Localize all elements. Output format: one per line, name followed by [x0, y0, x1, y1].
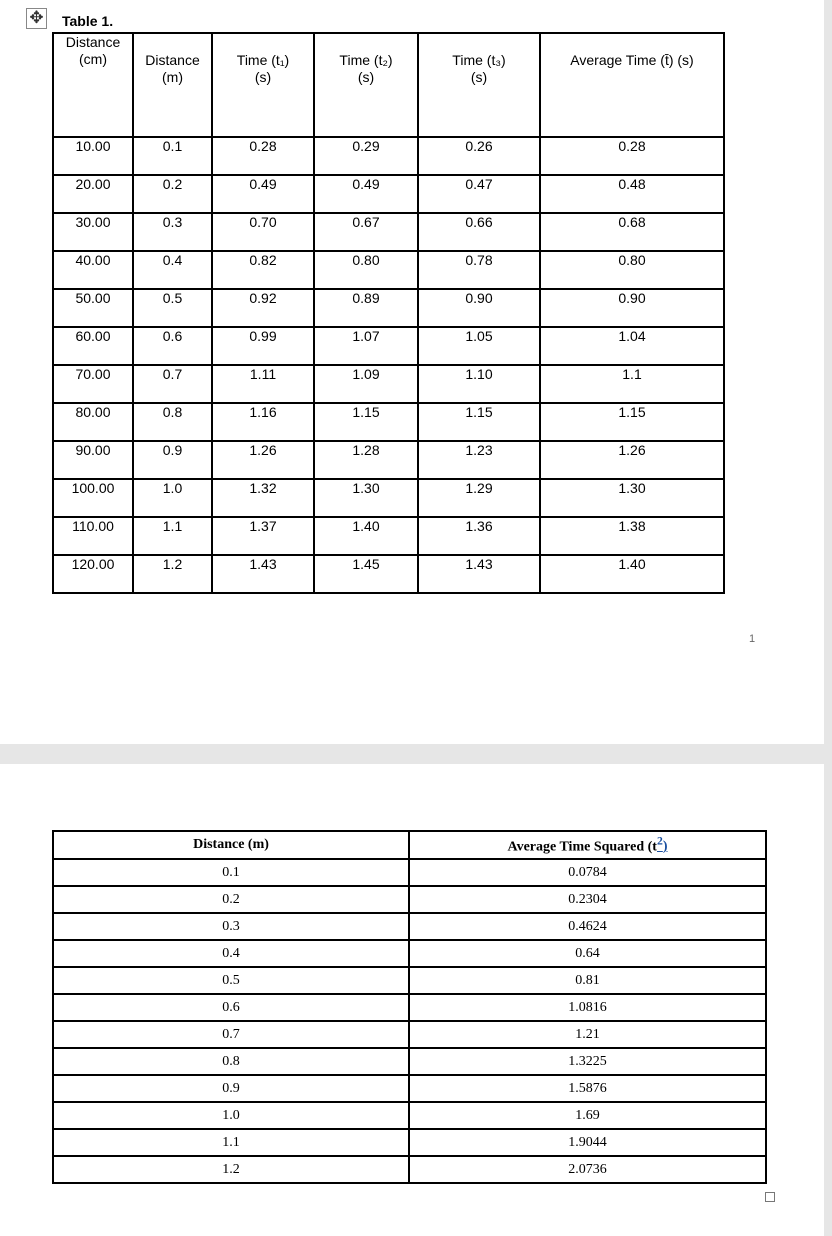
- table-cell: 0.9: [133, 441, 212, 479]
- table-cell: 0.8: [53, 1048, 409, 1075]
- table1-header-2: Time (t₁) (s): [212, 33, 314, 137]
- table-cell: 120.00: [53, 555, 133, 593]
- table-cell: 1.09: [314, 365, 418, 403]
- table-cell: 1.0816: [409, 994, 766, 1021]
- table-cell: 0.3: [53, 913, 409, 940]
- table-cell: 2.0736: [409, 1156, 766, 1183]
- table-row: [53, 365, 724, 403]
- table-cell: 60.00: [53, 327, 133, 365]
- table1-header-0: Distance (cm): [53, 33, 133, 137]
- table-cell: 0.0784: [409, 859, 766, 886]
- table-row: [53, 137, 724, 175]
- table-cell: 1.23: [418, 441, 540, 479]
- table-row: [53, 1048, 766, 1075]
- table-cell: 1.1: [133, 517, 212, 555]
- table-cell: 0.47: [418, 175, 540, 213]
- table-cell: 100.00: [53, 479, 133, 517]
- table-cell: 1.15: [540, 403, 724, 441]
- table-cell: 1.2: [133, 555, 212, 593]
- table-cell: 0.28: [540, 137, 724, 175]
- table-cell: 1.40: [540, 555, 724, 593]
- table-cell: 1.15: [418, 403, 540, 441]
- table-cell: 1.0: [133, 479, 212, 517]
- table-cell: 0.28: [212, 137, 314, 175]
- table-1: [52, 32, 725, 594]
- table-cell: 1.69: [409, 1102, 766, 1129]
- table-cell: 1.16: [212, 403, 314, 441]
- table-cell: 1.40: [314, 517, 418, 555]
- table-row: [53, 886, 766, 913]
- table-cell: 1.43: [212, 555, 314, 593]
- page-number: 1: [749, 633, 756, 645]
- table-cell: 0.6: [53, 994, 409, 1021]
- table-cell: 1.32: [212, 479, 314, 517]
- table1-header-1: Distance (m): [133, 33, 212, 137]
- table-cell: 0.70: [212, 213, 314, 251]
- table-row: [53, 940, 766, 967]
- table-cell: 0.66: [418, 213, 540, 251]
- document-page-2: [0, 764, 824, 1236]
- table-2: [52, 830, 767, 1184]
- table-cell: 0.29: [314, 137, 418, 175]
- table-cell: 1.45: [314, 555, 418, 593]
- table-row: [53, 213, 724, 251]
- table-cell: 0.4624: [409, 913, 766, 940]
- table-row: [53, 479, 724, 517]
- table-row: [53, 251, 724, 289]
- table-row: [53, 289, 724, 327]
- table-cell: 0.2: [53, 886, 409, 913]
- table-cell: 0.89: [314, 289, 418, 327]
- table-cell: 1.1: [53, 1129, 409, 1156]
- table-row: [53, 994, 766, 1021]
- table-cell: 0.68: [540, 213, 724, 251]
- table-caption: Table 1.: [62, 13, 114, 29]
- table-cell: 1.26: [540, 441, 724, 479]
- table-row: [53, 1156, 766, 1183]
- table-cell: 0.90: [418, 289, 540, 327]
- table-row: [53, 913, 766, 940]
- table-row: [53, 967, 766, 994]
- table-row: [53, 327, 724, 365]
- table-cell: 0.1: [133, 137, 212, 175]
- move-arrows-icon[interactable]: ✥: [26, 8, 47, 29]
- table-cell: 0.5: [133, 289, 212, 327]
- superscript-link[interactable]: $^2$): [656, 834, 668, 855]
- table-cell: 0.5: [53, 967, 409, 994]
- table-cell: 0.80: [314, 251, 418, 289]
- table-cell: 1.10: [418, 365, 540, 403]
- table-cell: 0.7: [133, 365, 212, 403]
- table-cell: 0.4: [53, 940, 409, 967]
- table-cell: 110.00: [53, 517, 133, 555]
- table-cell: 0.26: [418, 137, 540, 175]
- table-cell: 1.21: [409, 1021, 766, 1048]
- table-cell: 0.2304: [409, 886, 766, 913]
- table-cell: 1.15: [314, 403, 418, 441]
- table-cell: 0.4: [133, 251, 212, 289]
- table-cell: 0.64: [409, 940, 766, 967]
- table-cell: 1.11: [212, 365, 314, 403]
- table-cell: 70.00: [53, 365, 133, 403]
- table-cell: 30.00: [53, 213, 133, 251]
- table-cell: 0.49: [314, 175, 418, 213]
- table-cell: 0.8: [133, 403, 212, 441]
- table-cell: 1.28: [314, 441, 418, 479]
- table-row: [53, 1075, 766, 1102]
- table-cell: 1.04: [540, 327, 724, 365]
- table1-header-3: Time (t₂) (s): [314, 33, 418, 137]
- table-cell: 40.00: [53, 251, 133, 289]
- table-cell: 0.80: [540, 251, 724, 289]
- table-row: [53, 175, 724, 213]
- resize-square-icon[interactable]: [765, 1192, 775, 1202]
- table-cell: 1.36: [418, 517, 540, 555]
- table-row: [53, 441, 724, 479]
- table-cell: 1.1: [540, 365, 724, 403]
- table-row: [53, 555, 724, 593]
- table-row: [53, 1129, 766, 1156]
- table-cell: 10.00: [53, 137, 133, 175]
- table-cell: 0.3: [133, 213, 212, 251]
- table1-header-4: Time (t₃) (s): [418, 33, 540, 137]
- table-cell: 0.1: [53, 859, 409, 886]
- table-row: [53, 1102, 766, 1129]
- table-cell: 80.00: [53, 403, 133, 441]
- table-cell: 0.2: [133, 175, 212, 213]
- table-row: [53, 1021, 766, 1048]
- table-cell: 1.37: [212, 517, 314, 555]
- table-cell: 1.3225: [409, 1048, 766, 1075]
- table-cell: 0.9: [53, 1075, 409, 1102]
- table-cell: 0.67: [314, 213, 418, 251]
- table-row: [53, 859, 766, 886]
- table-cell: 1.2: [53, 1156, 409, 1183]
- table-cell: 1.29: [418, 479, 540, 517]
- table1-header-5: Average Time (t̄) (s): [540, 33, 724, 137]
- table-cell: 1.30: [540, 479, 724, 517]
- table-cell: 90.00: [53, 441, 133, 479]
- table-cell: 0.6: [133, 327, 212, 365]
- header-average-time-squared: Average Time Squared $(t^2)$: [409, 831, 766, 859]
- table-row: [53, 403, 724, 441]
- table-cell: 1.38: [540, 517, 724, 555]
- table-cell: 1.43: [418, 555, 540, 593]
- table-cell: 0.99: [212, 327, 314, 365]
- table-cell: 0.81: [409, 967, 766, 994]
- table-cell: 20.00: [53, 175, 133, 213]
- table-cell: 0.49: [212, 175, 314, 213]
- table-cell: 0.82: [212, 251, 314, 289]
- table-cell: 0.90: [540, 289, 724, 327]
- table-cell: 1.0: [53, 1102, 409, 1129]
- table-cell: 0.7: [53, 1021, 409, 1048]
- table-row: [53, 517, 724, 555]
- table-cell: 1.05: [418, 327, 540, 365]
- table-cell: 1.26: [212, 441, 314, 479]
- table-cell: 50.00: [53, 289, 133, 327]
- table-cell: 1.30: [314, 479, 418, 517]
- table-cell: 0.78: [418, 251, 540, 289]
- table-cell: 1.5876: [409, 1075, 766, 1102]
- table-cell: 0.48: [540, 175, 724, 213]
- table-cell: 0.92: [212, 289, 314, 327]
- header-distance: Distance (m): [53, 831, 409, 859]
- table-cell: 1.9044: [409, 1129, 766, 1156]
- table-cell: 1.07: [314, 327, 418, 365]
